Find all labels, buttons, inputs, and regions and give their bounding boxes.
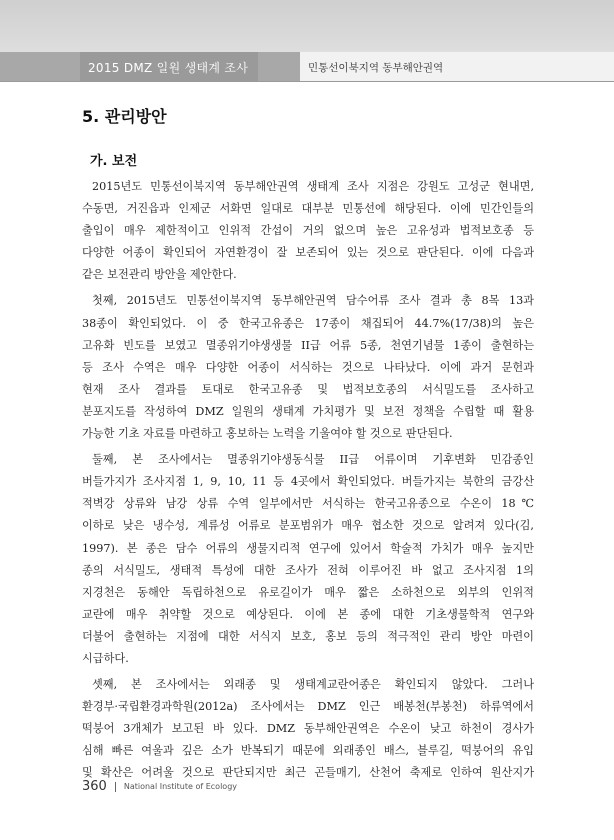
text-line: 가능한 기초 자료를 마련하고 홍보하는 노력을 기울여야 할 것으로 판단된다. [82, 427, 453, 441]
paragraph-2 [82, 290, 534, 445]
page-footer [82, 779, 237, 794]
text-line: 셋째, 본 조사에서는 외래종 및 생태계교란어종은 확인되지 않았다. 그러나 [92, 678, 534, 692]
text-line: 둘째, 본 조사에서는 멸종위기야생동식물 II급 어류이며 기후변화 민감종인 [92, 453, 534, 467]
section-title: 5. 관리방안 [82, 107, 167, 126]
text-line: 및 확산은 어려울 것으로 판단되지만 최근 곤들매기, 산천어 축제로 인하여 원산지가 [82, 766, 534, 780]
text-line: 종의 서식밀도, 생태적 특성에 대한 조사가 전혀 이루어진 바 없고 조사지점 1의 [82, 563, 534, 577]
text-line: 시급하다. [82, 651, 129, 665]
text-line: 첫째, 2015년도 민통선이북지역 동부해안권역 담수어류 조사 결과 총 8목 13과 [92, 294, 534, 308]
paragraph-4 [82, 674, 534, 784]
text-line: 38종이 확인되었다. 이 중 한국고유종은 17종이 채집되어 44.7%(17/38)의 높은 [82, 316, 534, 330]
text-line: 버들가지가 조사지점 1, 9, 10, 11 등 4곳에서 확인되었다. 버들가지는 북한의 금강산 [82, 475, 534, 489]
publisher-name: National Institute of Ecology [123, 782, 238, 791]
page-number: 360 [82, 779, 107, 794]
text-line: 같은 보전관리 방안을 제안한다. [82, 268, 237, 282]
body-text [82, 176, 534, 789]
text-line: 등 조사 수역은 매우 다양한 어종이 서식하는 것으로 나타났다. 이에 과거 문헌과 [82, 360, 534, 374]
subsection-title: 가. 보전 [90, 154, 138, 169]
paragraph-1 [82, 176, 534, 286]
text-line: 이하로 낮은 냉수성, 계류성 어류로 분포범위가 매우 협소한 것으로 알려져 있다(김, [82, 519, 534, 533]
text-line: 더불어 출현하는 지점에 대한 서식지 보호, 홍보 등의 적극적인 관리 방안 마련이 [82, 629, 534, 643]
paragraph-3 [82, 449, 534, 670]
running-header [0, 52, 614, 82]
text-line: 다양한 어종이 확인되어 자연환경이 잘 보존되어 있는 것으로 판단된다. 이에 다음과 [82, 246, 534, 260]
footer-divider [115, 782, 116, 792]
header-background [0, 0, 614, 52]
text-line: 2015년도 민통선이북지역 동부해안권역 생태계 조사 지점은 강원도 고성군 현내면, [92, 180, 534, 193]
header-divider [0, 81, 614, 82]
text-line: 적벽강 상류와 남강 상류 수역 일부에서만 서식하는 한국고유종으로 수온이 18℃ [82, 497, 534, 511]
text-line: 출입이 매우 제한적이고 인위적 간섭이 거의 없으며 높은 고유성과 법적보호종 등 [82, 224, 534, 238]
text-line: 심해 빠른 여울과 깊은 소가 반복되기 때문에 외래종인 배스, 블루길, 떡붕어의 유입 [82, 744, 534, 758]
header-left-block [0, 52, 300, 82]
text-line: 떡붕어 3개체가 보고된 바 있다. DMZ 동부해안권역은 수온이 낮고 하천이 경사가 [82, 722, 534, 736]
chapter-label: 민통선이북지역 동부해안권역 [300, 52, 614, 82]
text-line: 수동면, 거진읍과 인제군 서화면 일대로 대부분 민통선에 해당된다. 이에 민간인들의 [82, 202, 534, 216]
text-line: 교란에 매우 취약할 것으로 예상된다. 이에 본 종에 대한 기초생물학적 연구와 [82, 607, 534, 621]
text-line: 현재 조사 결과를 토대로 한국고유종 및 법적보호종의 서식밀도를 조사하고 [82, 382, 534, 396]
text-line: 1997). 본 종은 담수 어류의 생물지리적 연구에 있어서 학술적 가치가 매우 높지만 [82, 541, 534, 555]
text-line: 환경부·국립환경과학원(2012a) 조사에서는 DMZ 인근 배봉천(부봉천) 하류역에서 [82, 700, 534, 714]
text-line: 분포지도를 작성하여 DMZ 일원의 생태계 가치평가 및 보전 정책을 수립할 때 활용 [82, 404, 534, 418]
text-line: 고유화 빈도를 보였고 멸종위기야생생물 II급 어류 5종, 천연기념물 1종이 출현하는 [82, 338, 534, 352]
report-title-label: 2015 DMZ 일원 생태계 조사 [80, 52, 258, 82]
text-line: 지경천은 동해안 독립하천으로 유로길이가 매우 짧은 소하천으로 외부의 인위적 [82, 585, 534, 599]
